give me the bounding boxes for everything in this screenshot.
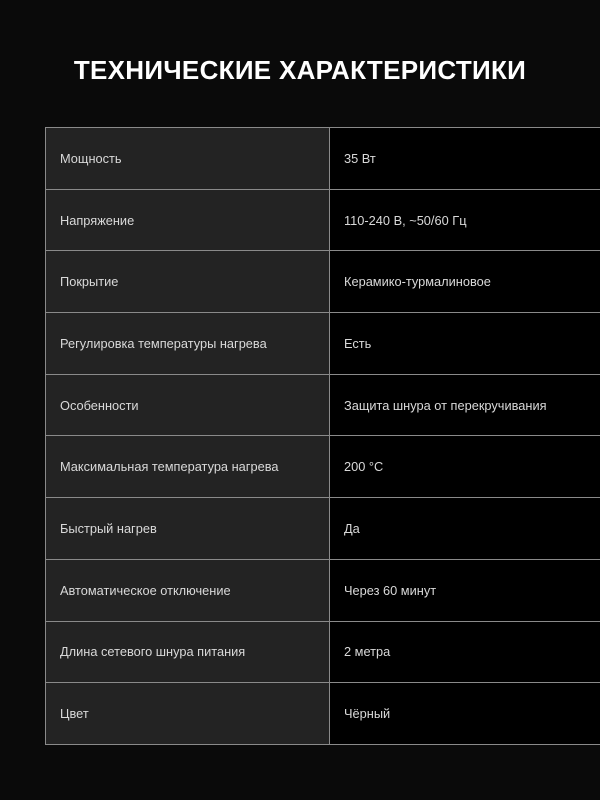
table-row [46,498,600,560]
spec-label-cell: Регулировка температуры нагрева [46,313,330,375]
spec-value-cell: 35 Вт [330,128,600,190]
table-row [46,189,600,251]
spec-label-cell: Длина сетевого шнура питания [46,621,330,683]
spec-value-cell: Чёрный [330,683,600,745]
spec-value-cell: 200 °C [330,436,600,498]
spec-value-cell: Защита шнура от перекручивания [330,374,600,436]
spec-value-cell: 110-240 В, ~50/60 Гц [330,189,600,251]
spec-value-cell: Да [330,498,600,560]
spec-value-cell: Через 60 минут [330,559,600,621]
table-row [46,683,600,745]
table-row [46,128,600,190]
table-row [46,251,600,313]
spec-value-cell: 2 метра [330,621,600,683]
spec-value-cell: Есть [330,313,600,375]
table-row [46,313,600,375]
spec-label-cell: Напряжение [46,189,330,251]
spec-label-cell: Автоматическое отключение [46,559,330,621]
spec-label-cell: Покрытие [46,251,330,313]
table-row [46,559,600,621]
spec-label-cell: Особенности [46,374,330,436]
specifications-table [45,127,600,745]
specifications-table-body [46,128,600,745]
spec-value-cell: Керамико-турмалиновое [330,251,600,313]
spec-label-cell: Максимальная температура нагрева [46,436,330,498]
spec-label-cell: Мощность [46,128,330,190]
spec-label-cell: Быстрый нагрев [46,498,330,560]
page-title: ТЕХНИЧЕСКИЕ ХАРАКТЕРИСТИКИ [73,55,527,85]
table-row [46,621,600,683]
spec-label-cell: Цвет [46,683,330,745]
table-row [46,374,600,436]
table-row [46,436,600,498]
